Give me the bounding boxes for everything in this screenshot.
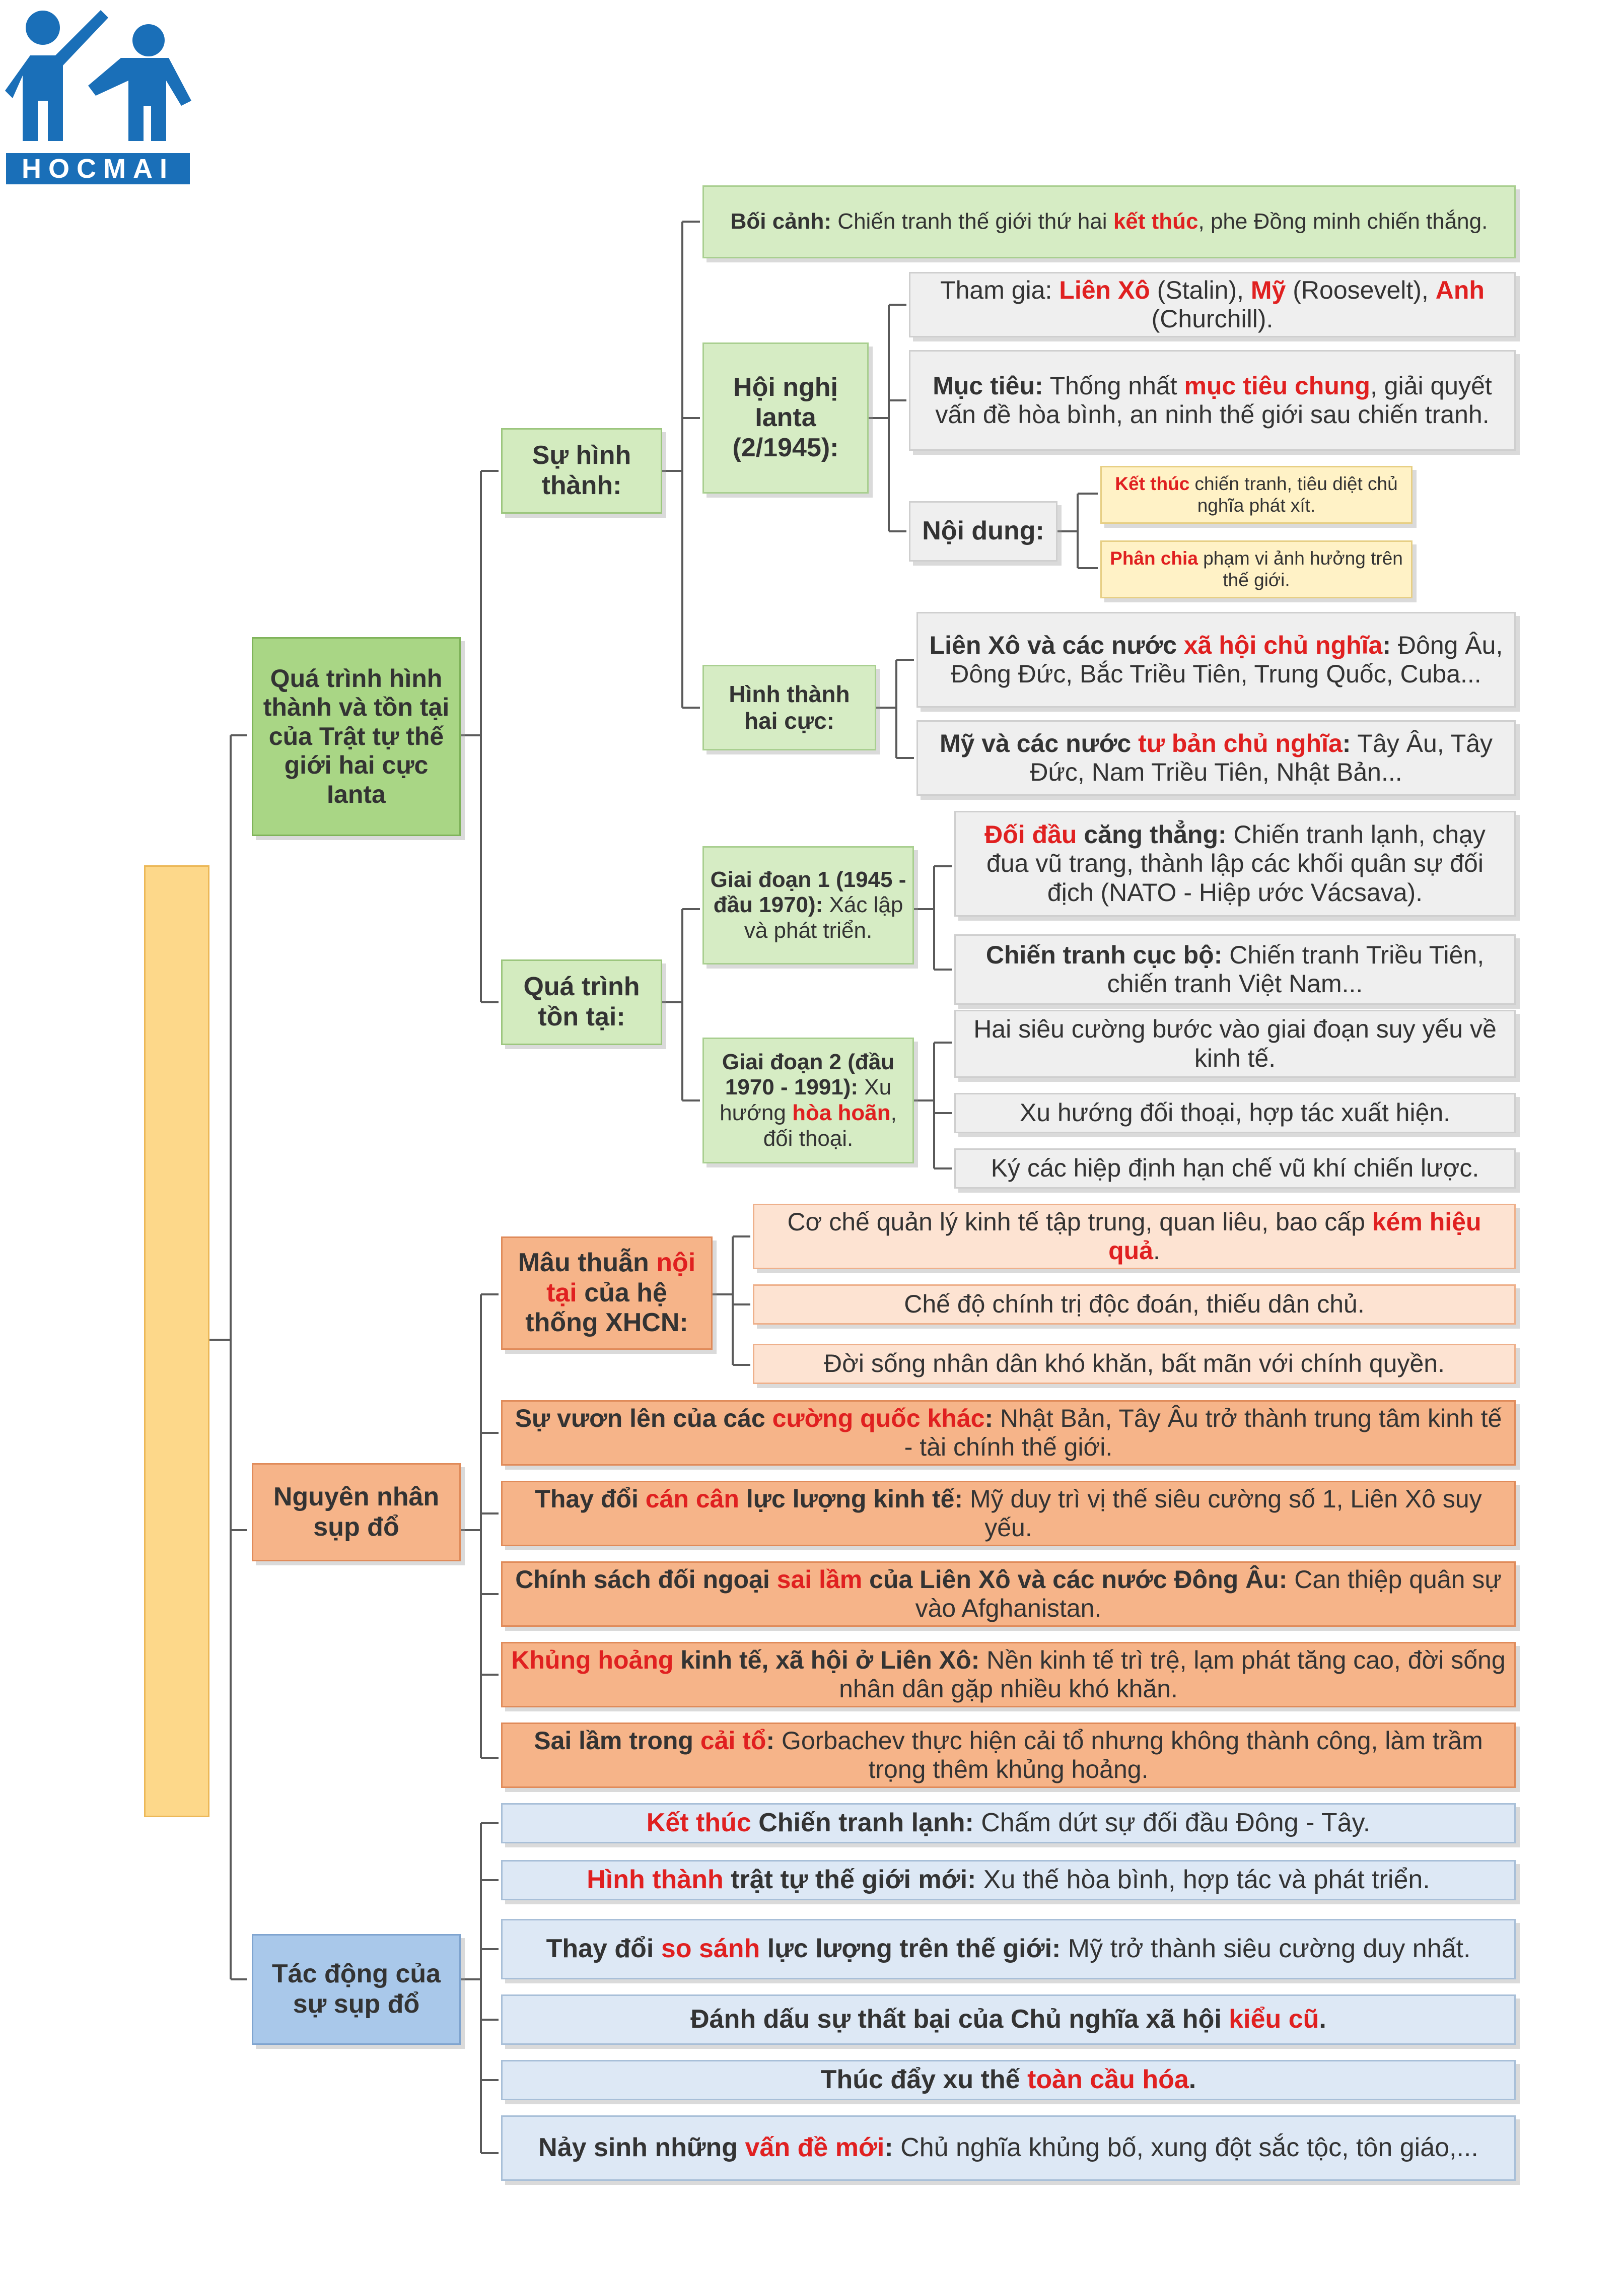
tham-gia-title: Tham gia: [940,275,1060,304]
node-su-hinh-thanh [501,428,662,514]
phan-chia-highlight: Phân chia [1110,547,1198,569]
doi-dau-highlight: Đối đầu [984,820,1077,849]
vuon-len-text: Nhật Bản, Tây Âu trở thành trung tâm kinh tế - tài chính thế giới. [904,1404,1502,1461]
effect-2-title: trật tự thế giới mới: [723,1865,976,1895]
gd2-text-2: , đối thoại. [763,1100,897,1151]
ket-thuc-highlight: Kết thúc [1115,473,1190,494]
effect-2-highlight: Hình thành [587,1865,724,1895]
hiep-dinh-text: Ký các hiệp định hạn chế vũ khí chiến lược. [991,1154,1479,1183]
can-can-text: Mỹ duy trì vị thế siêu cường số 1, Liên Xô suy yếu. [963,1484,1482,1542]
vuon-len-highlight: cường quốc khác [772,1404,985,1432]
node-che-do-chinh-tri [753,1284,1516,1325]
node-effects [252,1934,461,2045]
effect-1-text: Chấm dứt sự đối đầu Đông - Tây. [973,1808,1371,1838]
node-lien-xo-xhcn [916,612,1516,708]
khung-hoang-highlight: Khủng hoảng [511,1645,674,1674]
phan-chia-text: phạm vi ảnh hưởng trên thế giới. [1197,547,1403,590]
cuc-bo-text: Chiến tranh Triều Tiên, chiến tranh Việt Nam... [1107,940,1485,998]
muc-tieu-text-2: , giải quyết vấn đề hòa bình, an ninh thế giới sau chiến tranh. [935,371,1492,429]
muc-tieu-text-1: Thống nhất [1043,371,1184,400]
cuc-bo-title: Chiến tranh cục bộ: [985,940,1223,969]
node-su-hinh-thanh-label: Sự hình thành: [532,441,631,500]
qua-trinh-ton-tai-label: Quá trình tồn tại: [523,972,640,1031]
effect-5-highlight: toàn cầu hóa [1027,2065,1189,2095]
lien-xo-title: Liên Xô và các nước [929,631,1184,659]
vuon-len-title: Sự vươn lên của các [515,1404,772,1432]
co-che-highlight: kém hiệu quả [1108,1207,1481,1265]
effect-6-title: Nảy sinh những [538,2133,745,2163]
can-can-title-2: lực lượng kinh tế: [739,1484,963,1513]
root-node [144,865,209,1817]
node-effect-2 [501,1860,1516,1900]
hinh-thanh-hai-cuc-label: Hình thành hai cực: [729,681,850,734]
node-vuon-len [501,1400,1516,1466]
tham-gia-my: Mỹ [1250,275,1286,304]
node-doi-thoai [954,1093,1516,1133]
vuon-len-colon: : [984,1404,994,1432]
node-chinh-sach-doi-ngoai [501,1561,1516,1627]
suy-yeu-text: Hai siêu cường bước vào giai đoạn suy yếu về kinh tế. [973,1015,1497,1072]
chinh-sach-title-2: của Liên Xô và các nước Đông Âu: [862,1565,1288,1594]
gd2-title: Giai đoạn 2 (đầu 1970 - 1991): [722,1049,895,1100]
cai-to-highlight: cải tổ [700,1726,766,1755]
my-highlight: tư bản chủ nghĩa [1138,729,1343,757]
node-hoi-nghi-ianta [702,342,869,494]
node-effects-label: Tác động của sự sụp đổ [271,1959,441,2019]
noi-dung-label: Nội dung: [922,516,1044,546]
boi-canh-text-1: Chiến tranh thế giới thứ hai [831,209,1113,234]
node-mau-thuan-noi-tai [501,1236,713,1350]
muc-tieu-title: Mục tiêu: [933,371,1043,400]
node-co-che-kinh-te [753,1204,1516,1269]
node-can-can [501,1481,1516,1546]
tham-gia-anh: Anh [1435,275,1485,304]
node-hinh-thanh-hai-cuc [702,665,876,750]
co-che-end: . [1153,1236,1160,1265]
logo-text: HOCMAI [6,153,190,184]
hoi-nghi-label: Hội nghị Ianta (2/1945): [732,373,839,462]
node-muc-tieu [909,350,1516,451]
effect-3-title-2: lực lượng trên thế giới: [760,1934,1061,1964]
khung-hoang-title: kinh tế, xã hội ở Liên Xô: [673,1645,980,1674]
khung-hoang-text: Nền kinh tế trì trệ, lạm phát tăng cao, đời sống nhân dân gặp nhiều khó khăn. [839,1645,1506,1703]
node-qua-trinh-ton-tai [501,959,662,1045]
mau-thuan-highlight: nội tại [546,1248,696,1307]
node-boi-canh [702,185,1516,258]
doi-song-text: Đời sống nhân dân khó khăn, bất mãn với chính quyền. [823,1349,1445,1378]
lien-xo-colon: : [1382,631,1391,659]
gd2-highlight: hòa hoãn [792,1100,891,1125]
effect-6-text: Chủ nghĩa khủng bố, xung đột sắc tộc, tôn giáo,... [893,2133,1478,2163]
boi-canh-text-2: , phe Đồng minh chiến thắng. [1198,209,1488,234]
tham-gia-text-3: (Churchill). [1151,305,1274,333]
che-do-text: Chế độ chính trị độc đoán, thiếu dân chủ. [904,1290,1365,1319]
effect-1-highlight: Kết thúc [646,1808,751,1838]
boi-canh-title: Bối cảnh: [730,209,832,234]
effect-3-text: Mỹ trở thành siêu cường duy nhất. [1061,1934,1471,1964]
node-suy-yeu [954,1010,1516,1078]
effect-4-title: Đánh dấu sự thất bại của Chủ nghĩa xã hội [690,2005,1229,2034]
node-noi-dung [909,501,1057,562]
node-hiep-dinh [954,1148,1516,1189]
node-cai-to [501,1723,1516,1788]
node-effect-1 [501,1803,1516,1843]
node-effect-3 [501,1919,1516,1979]
my-colon: : [1342,729,1351,757]
co-che-text: Cơ chế quản lý kinh tế tập trung, quan liêu, bao cấp [787,1207,1372,1236]
cai-to-colon: : [766,1726,775,1755]
node-ket-thuc-chien-tranh [1100,466,1413,524]
doi-dau-text: Chiến tranh lạnh, chạy đua vũ trang, thành lập các khối quân sự đối địch (NATO - Hiệp ước Vácsava). [986,820,1486,907]
node-doi-song [753,1344,1516,1384]
effect-5-title: Thúc đẩy xu thế [820,2065,1028,2095]
node-khung-hoang [501,1642,1516,1707]
node-effect-5 [501,2060,1516,2100]
effect-6-colon: : [884,2133,893,2163]
doi-thoai-text: Xu hướng đối thoại, hợp tác xuất hiện. [1019,1098,1451,1127]
node-doi-dau [954,811,1516,917]
node-causes-label: Nguyên nhân sụp đổ [273,1482,440,1542]
tham-gia-text-1: (Stalin), [1150,275,1251,304]
effect-4-end: . [1319,2005,1326,2034]
my-text: Tây Âu, Tây Đức, Nam Triều Tiên, Nhật Bản... [1030,729,1493,786]
doi-dau-title: căng thẳng: [1077,820,1227,849]
node-effect-4 [501,1994,1516,2045]
can-can-title: Thay đổi [535,1484,646,1513]
mau-thuan-text-1: Mâu thuẫn [518,1248,657,1277]
cai-to-text: Gorbachev thực hiện cải tổ nhưng không thành công, làm trầm trọng thêm khủng hoảng. [774,1726,1483,1783]
node-formation [252,637,461,836]
node-my-tbcn [916,720,1516,796]
chinh-sach-title: Chính sách đối ngoại [515,1565,777,1594]
muc-tieu-highlight: mục tiêu chung [1184,371,1370,400]
node-giai-doan-1 [702,846,914,965]
node-chien-tranh-cuc-bo [954,934,1516,1005]
tham-gia-text-2: (Roosevelt), [1286,275,1436,304]
mau-thuan-text-2: của hệ thống XHCN: [525,1278,688,1338]
node-giai-doan-2 [702,1038,914,1163]
my-title: Mỹ và các nước [939,729,1139,757]
lien-xo-highlight: xã hội chủ nghĩa [1183,631,1383,659]
node-causes [252,1463,461,1561]
boi-canh-highlight: kết thúc [1113,209,1198,234]
gd2-text-1: Xu hướng [720,1075,892,1125]
effect-1-title: Chiến tranh lạnh: [751,1808,974,1838]
ket-thuc-text: chiến tranh, tiêu diệt chủ nghĩa phát xít. [1189,473,1398,516]
node-phan-chia [1100,540,1413,598]
cai-to-title: Sai lầm trong [534,1726,700,1755]
effect-3-title: Thay đổi [546,1934,661,1964]
effect-6-highlight: vấn đề mới [745,2133,885,2163]
tham-gia-lienxo: Liên Xô [1059,275,1150,304]
effect-3-highlight: so sánh [661,1934,760,1964]
node-effect-6 [501,2115,1516,2181]
effect-4-highlight: kiểu cũ [1229,2005,1319,2034]
gd1-title: Giai đoạn 1 (1945 - đầu 1970): [710,867,906,918]
effect-5-end: . [1188,2065,1196,2095]
lien-xo-text: Đông Âu, Đông Đức, Bắc Triều Tiên, Trung Quốc, Cuba... [951,631,1503,688]
chinh-sach-text: Can thiệp quân sự vào Afghanistan. [915,1565,1502,1622]
chinh-sach-highlight: sai lầm [776,1565,863,1594]
node-formation-label: Quá trình hình thành và tồn tại của Trật tự thế giới hai cực Ianta [263,664,450,808]
node-tham-gia [909,272,1516,337]
effect-2-text: Xu thế hòa bình, hợp tác và phát triển. [976,1865,1430,1895]
gd1-text: Xác lập và phát triển. [744,892,903,943]
can-can-highlight: cán cân [645,1484,739,1513]
